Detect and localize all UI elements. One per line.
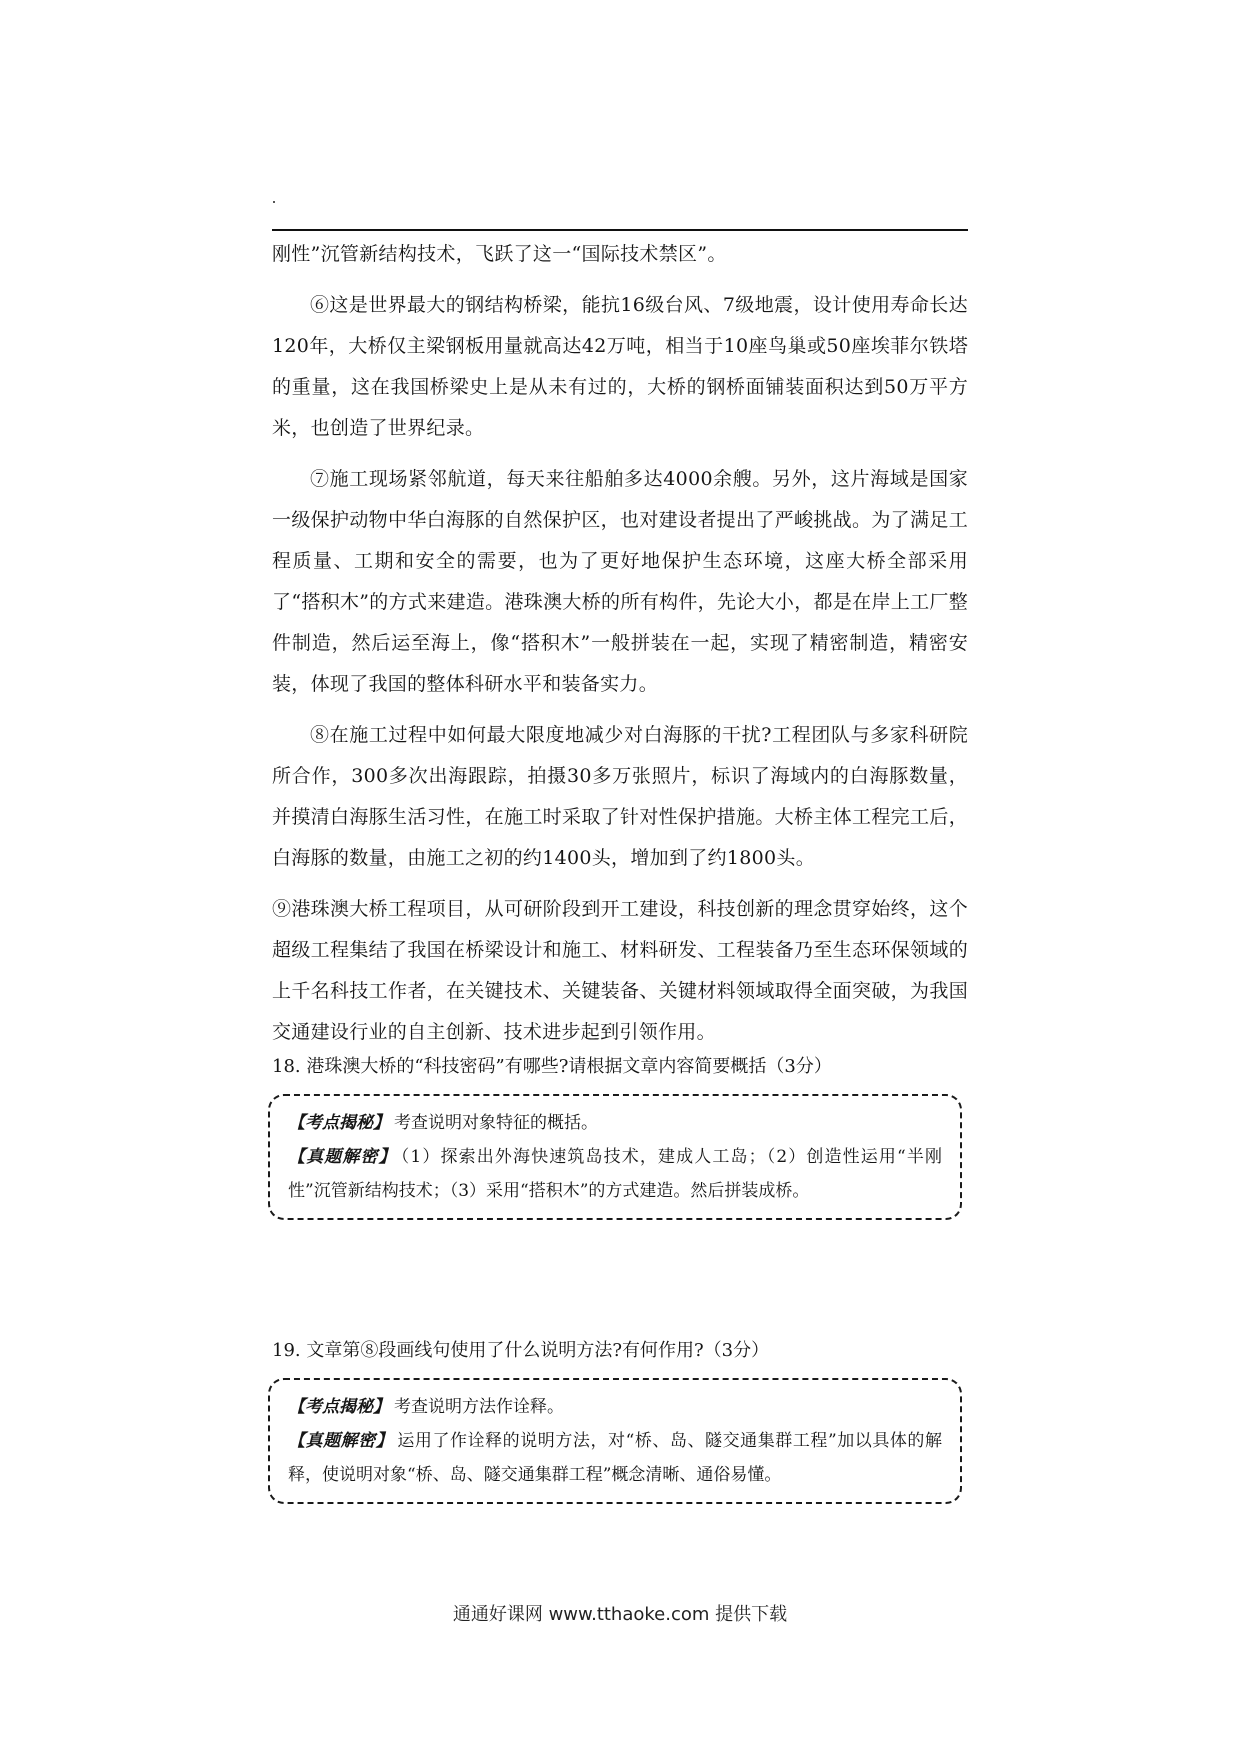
article-body	[272, 234, 968, 1053]
exam-point-tag: 【考点揭秘】	[288, 1113, 390, 1133]
continued-line: 刚性”沉管新结构技术，飞跃了这一“国际技术禁区”。	[272, 243, 727, 265]
answer-tag: 【真题解密】	[288, 1147, 397, 1167]
answer-text: 运用了作诠释的说明方法，对“桥、岛、隧交通集群工程”加以具体的解释，使说明对象“桥、岛、隧交通集群工程”概念清晰、通俗易懂。	[288, 1431, 942, 1485]
answer-19	[288, 1424, 942, 1492]
question-19: 19. 文章第⑧段画线句使用了什么说明方法?有何作用?（3分）	[272, 1340, 770, 1361]
exam-point-18	[288, 1106, 942, 1140]
paragraph-6: ⑥这是世界最大的钢结构桥梁，能抗16级台风、7级地震，设计使用寿命长达120年，大桥仅主梁钢板用量就高达42万吨，相当于10座鸟巢或50座埃菲尔铁塔的重量，这在我国桥梁史上是从未有过的，大桥的钢桥面铺装面积达到50万平方米，也创造了世界纪录。	[272, 294, 968, 439]
answer-tag: 【真题解密】	[288, 1431, 394, 1451]
top-divider-line	[272, 229, 968, 231]
answer-box-18	[268, 1094, 962, 1220]
download-footer: 通通好课网 www.tthaoke.com 提供下载	[452, 1604, 788, 1625]
question-18: 18. 港珠澳大桥的“科技密码”有哪些?请根据文章内容简要概括（3分）	[272, 1056, 832, 1077]
scan-speck	[273, 201, 275, 203]
answer-box-19	[268, 1378, 962, 1504]
answer-text: （1）探索出外海快速筑岛技术，建成人工岛；（2）创造性运用“半刚性”沉管新结构技术；（3）采用“搭积木”的方式建造。然后拼装成桥。	[288, 1147, 943, 1201]
paragraph-7: ⑦施工现场紧邻航道，每天来往船舶多达4000余艘。另外，这片海域是国家一级保护动物中华白海豚的自然保护区，也对建设者提出了严峻挑战。为了满足工程质量、工期和安全的需要，也为了更好地保护生态环境，这座大桥全部采用了“搭积木”的方式来建造。港珠澳大桥的所有构件，先论大小，都是在岸上工厂整件制造，然后运至海上，像“搭积木”一般拼装在一起，实现了精密制造，精密安装，体现了我国的整体科研水平和装备实力。	[272, 468, 968, 695]
answer-18	[288, 1140, 942, 1208]
paragraph-9: ⑨港珠澳大桥工程项目，从可研阶段到开工建设，科技创新的理念贯穿始终，这个超级工程集结了我国在桥梁设计和施工、材料研发、工程装备乃至生态环保领域的上千名科技工作者，在关键技术、关键装备、关键材料领域取得全面突破，为我国交通建设行业的自主创新、技术进步起到引领作用。	[272, 898, 968, 1043]
exam-point-text: 考查说明方法作诠释。	[394, 1397, 564, 1417]
exam-point-tag: 【考点揭秘】	[288, 1397, 390, 1417]
exam-point-text: 考查说明对象特征的概括。	[394, 1113, 598, 1133]
exam-point-19	[288, 1390, 942, 1424]
paragraph-8: ⑧在施工过程中如何最大限度地减少对白海豚的干扰?工程团队与多家科研院所合作，300多次出海跟踪，拍摄30多万张照片，标识了海域内的白海豚数量，并摸清白海豚生活习性，在施工时采取了针对性保护措施。大桥主体工程完工后，白海豚的数量，由施工之初的约1400头，增加到了约1800头。	[272, 724, 968, 869]
